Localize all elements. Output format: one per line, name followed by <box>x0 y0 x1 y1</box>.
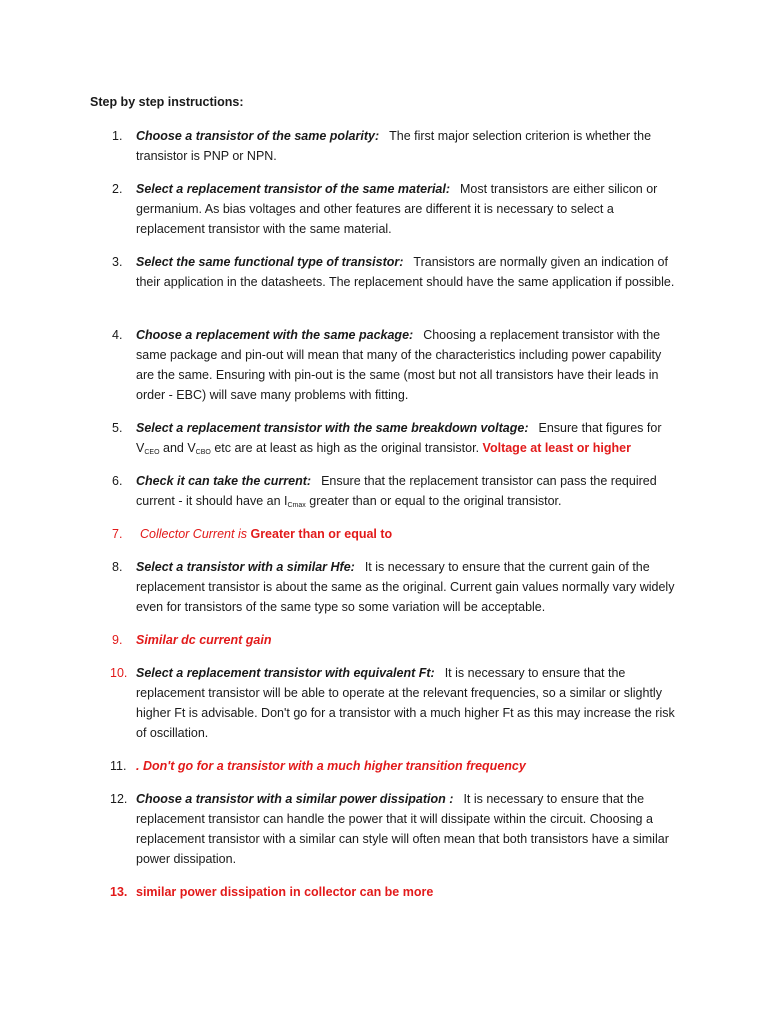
item-text: Ensure that figures for V <box>136 421 662 455</box>
item-body <box>136 630 676 650</box>
item-body <box>136 663 676 743</box>
item-number: 3. <box>112 255 123 269</box>
item-number: 5. <box>112 421 123 435</box>
item-text: Ensure that the replacement transistor can pass the required current - it should have an I <box>136 474 657 508</box>
item-number: 9. <box>112 633 123 647</box>
item-text: Choosing a replacement transistor with the same package and pin-out will mean that many of the characteristics including power capability are the same. Ensuring with pin-out is the same (most but not all transistors have their leads in order - EBC) will save many problems with fitting. <box>136 328 662 402</box>
subscript: Cmax <box>287 502 306 509</box>
item-body <box>136 789 676 869</box>
item-text: and V <box>163 441 196 455</box>
item-number: 2. <box>112 182 123 196</box>
item-number: 13. <box>110 885 128 899</box>
item-body <box>136 557 676 617</box>
item-lead: Choose a transistor of the same polarity: <box>136 129 380 143</box>
item-number: 8. <box>112 560 123 574</box>
item-lead: Check it can take the current: <box>136 474 312 488</box>
item-lead: Choose a replacement with the same package: <box>136 328 414 342</box>
item-lead: Similar dc current gain <box>136 633 272 647</box>
item-body <box>136 252 676 292</box>
instructions-heading: Step by step instructions: <box>90 95 244 109</box>
item-body <box>136 471 676 516</box>
item-lead: Select a replacement transistor with the same breakdown voltage: <box>136 421 529 435</box>
item-body <box>136 325 676 405</box>
item-body <box>136 756 676 776</box>
item-body <box>136 126 676 166</box>
item-lead: Choose a transistor with a similar power dissipation : <box>136 792 454 806</box>
item-number: 10. <box>110 666 128 680</box>
item-body <box>136 179 676 239</box>
item-text: It is necessary to ensure that the replacement transistor will be able to operate at the relevant frequencies, so a similar or slightly higher Ft is advisable. Don't go for a transistor with a much higher Ft as this may increase the risk of oscillation. <box>136 666 675 740</box>
item-number: 12. <box>110 792 128 806</box>
item-text: greater than or equal to the original transistor. <box>309 494 562 508</box>
item-note: similar power dissipation in collector can be more <box>136 885 434 899</box>
item-lead: Select a replacement transistor with equivalent Ft: <box>136 666 435 680</box>
item-number: 7. <box>112 527 123 541</box>
item-body <box>136 882 676 902</box>
item-lead: Select the same functional type of transistor: <box>136 255 404 269</box>
item-body <box>136 418 676 463</box>
item-lead: Select a transistor with a similar Hfe: <box>136 560 355 574</box>
item-text: Most transistors are either silicon or germanium. As bias voltages and other features are different it is necessary to select a replacement transistor with the same material. <box>136 182 658 236</box>
item-number: 6. <box>112 474 123 488</box>
item-note: Greater than or equal to <box>250 527 393 541</box>
item-lead: Collector Current is <box>140 527 247 541</box>
item-number: 11. <box>110 759 127 773</box>
item-number: 4. <box>112 328 123 342</box>
item-text: It is necessary to ensure that the current gain of the replacement transistor is about the same as the original. Current gain values normally vary widely even for transistors of the same type so some variation will be acceptable. <box>136 560 675 614</box>
item-lead: Select a replacement transistor of the same material: <box>136 182 451 196</box>
item-lead: . Don't go for a transistor with a much higher transition frequency <box>136 759 526 773</box>
item-text: Transistors are normally given an indication of their application in the datasheets. The replacement should have the same application if possible. <box>136 255 675 289</box>
item-note: Voltage at least or higher <box>482 441 631 455</box>
item-body <box>140 524 680 544</box>
subscript: CEO <box>144 449 160 456</box>
subscript: CBO <box>195 449 211 456</box>
item-number: 1. <box>112 129 123 143</box>
item-text: etc are at least as high as the original transistor. <box>214 441 480 455</box>
item-text: It is necessary to ensure that the replacement transistor can handle the power that it will dissipate within the circuit. Choosing a replacement transistor with a similar can style will often mean that both transistors have a similar power dissipation. <box>136 792 669 866</box>
item-text: The first major selection criterion is whether the transistor is PNP or NPN. <box>136 129 652 163</box>
